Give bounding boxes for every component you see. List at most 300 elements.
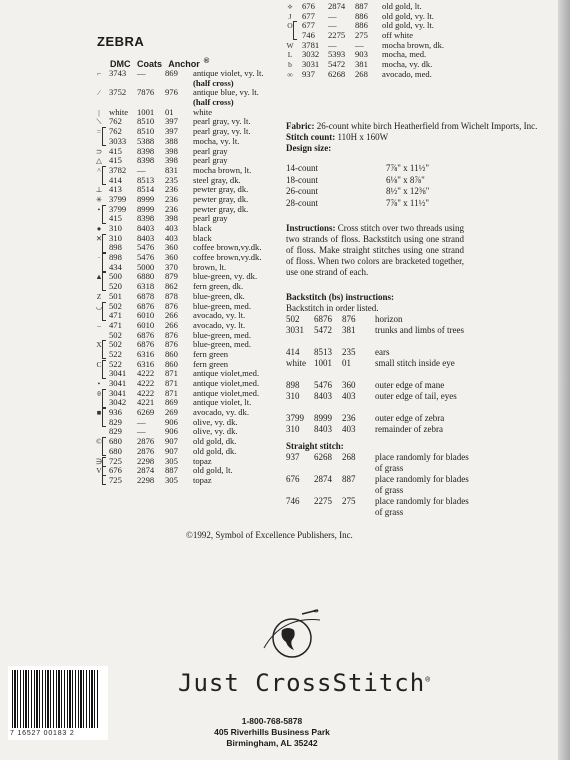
barcode-bars (12, 670, 100, 728)
anchor-number: 907 (165, 436, 178, 447)
stitch-description: trunks and limbs of trees (375, 325, 464, 335)
anchor-number: 268 (342, 452, 356, 462)
symbol-glyph: J (288, 11, 292, 21)
color-name: brown, lt. (193, 261, 227, 272)
anchor-number: 876 (165, 300, 178, 311)
color-name: black (193, 223, 212, 233)
anchor-number: 903 (355, 49, 368, 60)
dmc-number: 3799 (109, 193, 127, 204)
straight-row (286, 496, 486, 518)
finished-size: 6⅛" x 8⅞" (386, 174, 425, 185)
color-name: antique violet,med. (193, 368, 260, 379)
anchor-number: 305 (165, 474, 178, 485)
anchor-number: 871 (165, 378, 178, 388)
fabric-count: 26-count (286, 186, 318, 196)
color-name: pearl gray, vy. lt. (193, 116, 251, 127)
color-name: mocha, vy. lt. (193, 135, 240, 146)
backstitch-row (286, 325, 486, 347)
dmc-number: 676 (109, 465, 122, 476)
stitch-description: remainder of zebra (375, 424, 443, 434)
coats-number: 8513 (137, 174, 155, 185)
backstitch-row (286, 358, 486, 380)
symbol-glyph: C (96, 359, 102, 369)
anchor-number: 01 (342, 358, 351, 368)
stitch-description: place randomly for blades of grass (375, 496, 469, 517)
backstitch-row (286, 347, 486, 358)
dmc-number: 3041 (109, 368, 127, 379)
color-name: steel gray, dk. (193, 174, 241, 185)
coats-number: 8999 (137, 193, 155, 204)
anchor-number: 906 (165, 426, 178, 437)
dmc-number: 415 (109, 155, 122, 166)
symbol-glyph: ^ (97, 165, 101, 175)
anchor-number: 860 (165, 348, 178, 359)
dmc-number: 310 (286, 424, 300, 434)
coats-number: 8398 (137, 145, 155, 156)
coats-number: 2876 (137, 436, 155, 447)
color-name: avocado, med. (382, 68, 432, 79)
dmc-header: DMC (110, 59, 131, 69)
anchor-number: 235 (165, 174, 178, 185)
coats-number: 2298 (137, 455, 155, 466)
symbol-glyph: ⊥ (95, 185, 103, 195)
fabric-count: 28-count (286, 197, 318, 208)
coats-number: — (328, 20, 337, 31)
backstitch-row (286, 314, 486, 325)
straight-label: Straight stitch: (286, 441, 344, 451)
color-name: blue-green, med. (193, 339, 251, 350)
coats-number: 6268 (328, 68, 346, 79)
dmc-number: 3782 (109, 164, 127, 175)
coats-number: 2874 (314, 474, 332, 484)
brand-mark: ® (425, 675, 432, 684)
coats-number: 2275 (314, 496, 332, 506)
coats-number: 4222 (137, 368, 155, 379)
right-row (284, 70, 554, 80)
dmc-number: 3042 (109, 397, 127, 408)
symbol-glyph: ◡ (95, 301, 103, 311)
symbol-glyph: ⌐ (96, 69, 102, 78)
dmc-number: 3041 (109, 378, 127, 388)
fabric-count: 18-count (286, 174, 318, 185)
symbol-glyph: X (96, 340, 102, 350)
color-name: antique violet,med. (193, 378, 260, 388)
anchor-number: 370 (165, 261, 178, 272)
symbol-glyph: O (287, 21, 293, 31)
coats-number: 8510 (137, 126, 155, 137)
color-name: old gold, lt. (193, 465, 233, 476)
coats-number: 6318 (137, 281, 155, 292)
dmc-number: 898 (286, 380, 300, 390)
coats-number: 8513 (314, 347, 332, 357)
fabric-label: Fabric: (286, 121, 315, 131)
design-size-table (286, 163, 486, 209)
symbol-glyph: ✕ (95, 233, 103, 243)
coats-number: 8398 (137, 155, 155, 166)
color-name: black (193, 232, 212, 243)
dmc-number: white (109, 106, 129, 117)
dmc-number: 3743 (109, 68, 127, 78)
copyright: ©1992, Symbol of Excellence Publishers, Inc. (186, 530, 353, 540)
address: 405 Riverhills Business Park (214, 727, 330, 737)
symbol-glyph: ■ (96, 408, 102, 418)
color-name: pearl gray (193, 155, 228, 166)
coats-number: 5476 (137, 252, 155, 263)
color-name: avocado, vy. lt. (193, 319, 246, 330)
coats-number: 2876 (137, 445, 155, 456)
dmc-number: 676 (286, 474, 300, 484)
barcode-number: 7 16527 00183 2 (10, 730, 75, 737)
straight-row (286, 452, 486, 474)
dmc-number: 725 (109, 474, 122, 485)
dmc-number: 680 (109, 436, 122, 447)
anchor-mark: ® (203, 56, 210, 65)
dmc-number: 414 (286, 347, 300, 357)
dmc-number: 898 (109, 252, 122, 263)
dmc-number: 3033 (109, 135, 127, 146)
dmc-number: 936 (109, 407, 122, 418)
fabric-count: 14-count (286, 163, 318, 173)
anchor-number: 398 (165, 145, 178, 156)
anchor-number: 398 (165, 213, 178, 224)
color-name: old gold, vy. lt. (382, 10, 434, 21)
symbol-glyph: | (98, 107, 100, 117)
dmc-number: 937 (286, 452, 300, 462)
dmc-number: 471 (109, 310, 122, 321)
fabric-info (286, 121, 554, 154)
coats-number: — (328, 39, 337, 50)
anchor-number: 236 (165, 203, 178, 214)
symbol-glyph: Z (96, 291, 102, 301)
color-name: blue-green, med. (193, 329, 251, 340)
color-name: olive, vy. dk. (193, 416, 238, 427)
anchor-number: 906 (165, 416, 178, 427)
dmc-number: 3752 (109, 87, 127, 98)
coats-number: — (137, 416, 146, 427)
color-name: blue-green, dk. (193, 290, 245, 301)
color-name: pearl gray (193, 213, 228, 224)
symbol-glyph: · (97, 253, 101, 263)
design-size-row (286, 163, 486, 175)
color-name: pewter gray, dk. (193, 184, 249, 195)
anchor-number: 860 (165, 358, 178, 369)
color-name: coffee brown,vy.dk. (193, 242, 262, 253)
anchor-number: 403 (342, 424, 356, 434)
coats-number: 8403 (137, 223, 155, 233)
coats-number: 5000 (137, 261, 155, 272)
coats-number: 5476 (137, 242, 155, 253)
right-row (284, 21, 554, 31)
left-row (93, 476, 283, 486)
coats-number: 5388 (137, 135, 155, 146)
backstitch-row (286, 424, 486, 435)
dmc-number: 310 (109, 232, 122, 243)
color-name: topaz (193, 474, 212, 485)
coats-number: — (137, 68, 146, 78)
dmc-number: 762 (109, 116, 122, 127)
symbol-glyph: ✳ (95, 194, 103, 204)
brand-logo (178, 669, 431, 697)
anchor-number: 381 (355, 59, 368, 70)
anchor-number: 236 (165, 193, 178, 204)
instructions (286, 223, 464, 278)
color-name: old gold, lt. (382, 1, 422, 11)
anchor-number: 876 (342, 314, 356, 324)
anchor-number: 876 (165, 329, 178, 340)
coats-number: 6010 (137, 310, 155, 321)
anchor-number: 862 (165, 281, 178, 292)
symbol-glyph: △ (96, 156, 102, 166)
barcode (8, 666, 108, 740)
color-key-left (93, 69, 283, 486)
dmc-number: 502 (286, 314, 300, 324)
dmc-number: 3031 (286, 325, 304, 335)
coats-number: 6268 (314, 452, 332, 462)
anchor-number: 887 (355, 1, 368, 11)
anchor-number: 398 (165, 155, 178, 166)
anchor-number: 381 (342, 325, 356, 335)
backstitch-row (286, 391, 486, 413)
color-name: mocha brown, lt. (193, 164, 252, 175)
symbol-glyph: ⟡ (287, 2, 293, 11)
coats-number: 5476 (314, 380, 332, 390)
finished-size: 7⅞" x 11½" (386, 163, 430, 173)
anchor-number: 360 (165, 242, 178, 253)
coats-number: — (137, 426, 146, 437)
dmc-number: 762 (109, 126, 122, 137)
stitch-description: horizon (375, 314, 403, 324)
dmc-number: 415 (109, 213, 122, 224)
coats-number: 1001 (137, 106, 155, 117)
symbol-glyph: ⊃ (95, 146, 103, 156)
design-size-row (286, 175, 486, 187)
color-name: avocado, vy. lt. (193, 310, 246, 321)
backstitch-sub: Backstitch in order listed. (286, 303, 379, 313)
coats-number: 2874 (137, 465, 155, 476)
anchor-number: 397 (165, 116, 178, 127)
color-name: antique violet, vy. lt. (193, 68, 264, 78)
dmc-number: 415 (109, 145, 122, 156)
dmc-number: 680 (109, 445, 122, 456)
coats-number: 2874 (328, 1, 346, 11)
coats-number: 6876 (137, 329, 155, 340)
anchor-number: 887 (165, 465, 178, 476)
symbol-glyph: ∞ (287, 69, 293, 79)
coats-number: 6876 (137, 300, 155, 311)
dmc-number: 520 (109, 281, 122, 292)
anchor-number: 869 (165, 397, 178, 408)
stitch-count-value: 110H x 160W (337, 132, 389, 142)
anchor-number: 871 (165, 387, 178, 398)
instructions-text: Cross stitch over two threads using two strands of floss. Backstitch using one strand of floss. Make straight stitches using one strand of floss. When two colors are bracketed together, use one strand of each. (286, 223, 465, 277)
coats-number: 2275 (328, 30, 346, 41)
symbol-glyph: ⁄ (98, 88, 100, 98)
anchor-number: 876 (165, 339, 178, 350)
stitch-description: place randomly for blades of grass (375, 474, 469, 495)
backstitch-row (286, 413, 486, 424)
dmc-number: white (286, 358, 306, 368)
color-name: old gold, vy. lt. (382, 20, 434, 31)
anchor-number: 976 (165, 87, 178, 98)
color-name: coffee brown,vy.dk. (193, 252, 262, 263)
dmc-number: 522 (109, 348, 122, 359)
backstitch-row (286, 380, 486, 391)
coats-number: 2298 (137, 474, 155, 485)
dmc-number: 3799 (286, 413, 304, 423)
brand-name: Just CrossStitch (178, 669, 426, 697)
anchor-number: 360 (342, 380, 356, 390)
color-name: antique violet,med. (193, 387, 260, 398)
anchor-number: 01 (165, 106, 174, 117)
anchor-number: 403 (165, 232, 178, 243)
anchor-number: 907 (165, 445, 178, 456)
dmc-number: 502 (109, 339, 122, 350)
dmc-number: 898 (109, 242, 122, 253)
coats-number: 8398 (137, 213, 155, 224)
color-name: (half cross) (193, 97, 234, 108)
color-name: pearl gray (193, 145, 228, 156)
anchor-number: 869 (165, 68, 178, 78)
anchor-number: 878 (165, 290, 178, 301)
dmc-number: 725 (109, 455, 122, 466)
anchor-number: 879 (165, 271, 178, 282)
color-name: pewter gray, dk. (193, 193, 249, 204)
coats-number: 6878 (137, 290, 155, 301)
coats-number: 4222 (137, 378, 155, 388)
dmc-number: 502 (109, 300, 122, 311)
dmc-number: 522 (109, 358, 122, 369)
dmc-number: 677 (302, 10, 315, 21)
dmc-number: 829 (109, 426, 122, 437)
dmc-number: 3781 (302, 39, 320, 50)
dmc-number: 310 (286, 391, 300, 401)
stitch-count-label: Stitch count: (286, 132, 336, 142)
symbol-glyph: ▲ (95, 272, 103, 282)
page-title: ZEBRA (97, 34, 145, 49)
dmc-number: 676 (302, 1, 315, 11)
color-name: off white (382, 30, 414, 41)
symbol-glyph: • (97, 379, 101, 388)
finished-size: 7⅞" x 11½" (386, 197, 430, 208)
fabric-text: 26-count white birch Heatherfield from Wichelt Imports, Inc. (316, 121, 538, 131)
finished-size: 8½" x 12⅜" (386, 186, 430, 196)
phone: 1-800-768-5878 (241, 716, 303, 726)
anchor-number: 886 (355, 10, 368, 21)
dmc-number: 310 (109, 223, 122, 233)
symbol-glyph: – (97, 320, 101, 330)
dmc-number: 746 (286, 496, 300, 506)
color-name: old gold, dk. (193, 436, 237, 447)
color-name: antique blue, vy. lt. (193, 87, 259, 98)
anchor-number: 397 (165, 126, 178, 137)
color-name: mocha, vy. dk. (382, 59, 433, 70)
dmc-number: 829 (109, 416, 122, 427)
anchor-number: 269 (165, 407, 178, 418)
symbol-glyph: L (287, 50, 293, 60)
stitch-description: place randomly for blades of grass (375, 452, 469, 473)
dmc-number: 3799 (109, 203, 127, 214)
color-name: antique violet, lt. (193, 397, 252, 408)
color-name: avocado, vy. dk. (193, 407, 250, 418)
color-name: blue-green, vy. dk. (193, 271, 258, 282)
symbol-glyph: © (96, 437, 102, 447)
coats-number: 8999 (314, 413, 332, 423)
design-size-row (286, 198, 486, 210)
dmc-number: 502 (109, 329, 122, 340)
color-name: topaz (193, 455, 212, 466)
coats-number: 6269 (137, 407, 155, 418)
city: Birmingham, AL 35242 (226, 738, 318, 748)
dmc-number: 501 (109, 290, 122, 301)
coats-number: — (137, 164, 146, 175)
coats-number: 6880 (137, 271, 155, 282)
anchor-number: 403 (342, 391, 356, 401)
dmc-number: 414 (109, 174, 122, 185)
instructions-label: Instructions: (286, 223, 336, 233)
dmc-number: 434 (109, 261, 122, 272)
anchor-number: 871 (165, 368, 178, 379)
anchor-number: — (355, 39, 364, 50)
left-row (93, 69, 283, 79)
backstitch-section (286, 292, 486, 518)
color-name: blue-green, med. (193, 300, 251, 311)
anchor-number: 887 (342, 474, 356, 484)
color-name: white (193, 106, 213, 117)
stitch-description: outer edge of mane (375, 380, 445, 390)
color-key-right (284, 2, 554, 80)
dmc-number: 413 (109, 184, 122, 195)
page-edge (558, 0, 570, 760)
coats-number: 1001 (314, 358, 332, 368)
contact-block (212, 716, 332, 749)
coats-header: Coats (137, 59, 163, 69)
coats-number: 4221 (137, 397, 155, 408)
coats-number: 8403 (314, 391, 332, 401)
anchor-number: 886 (355, 20, 368, 31)
color-name: fern green, dk. (193, 281, 244, 292)
symbol-glyph: θ (97, 388, 101, 398)
stitch-description: small stitch inside eye (375, 358, 455, 368)
anchor-number: 360 (165, 252, 178, 263)
coats-number: 8514 (137, 184, 155, 195)
color-name: (half cross) (193, 77, 234, 88)
dmc-number: 3041 (109, 387, 127, 398)
globe-needle-logo (262, 608, 322, 664)
anchor-number: 275 (355, 30, 368, 41)
anchor-number: 831 (165, 164, 178, 175)
dmc-number: 677 (302, 20, 315, 31)
coats-number: 5393 (328, 49, 346, 60)
symbol-glyph: ∋ (95, 456, 103, 466)
color-name: old gold, dk. (193, 445, 237, 456)
anchor-number: 403 (165, 223, 178, 233)
coats-number: 8999 (137, 203, 155, 214)
coats-number: 6316 (137, 348, 155, 359)
coats-number: 6876 (314, 314, 332, 324)
coats-number: 6010 (137, 319, 155, 330)
coats-number: 6876 (137, 339, 155, 350)
color-name: fern green (193, 358, 229, 369)
dmc-number: 500 (109, 271, 122, 282)
design-size-row (286, 186, 486, 198)
anchor-number: 268 (355, 68, 368, 79)
symbol-glyph: • (97, 204, 101, 214)
stitch-description: outer edge of tail, eyes (375, 391, 457, 401)
anchor-number: 266 (165, 310, 178, 321)
anchor-number: 236 (165, 184, 178, 195)
stitch-description: ears (375, 347, 390, 357)
symbol-glyph: V (96, 466, 102, 476)
